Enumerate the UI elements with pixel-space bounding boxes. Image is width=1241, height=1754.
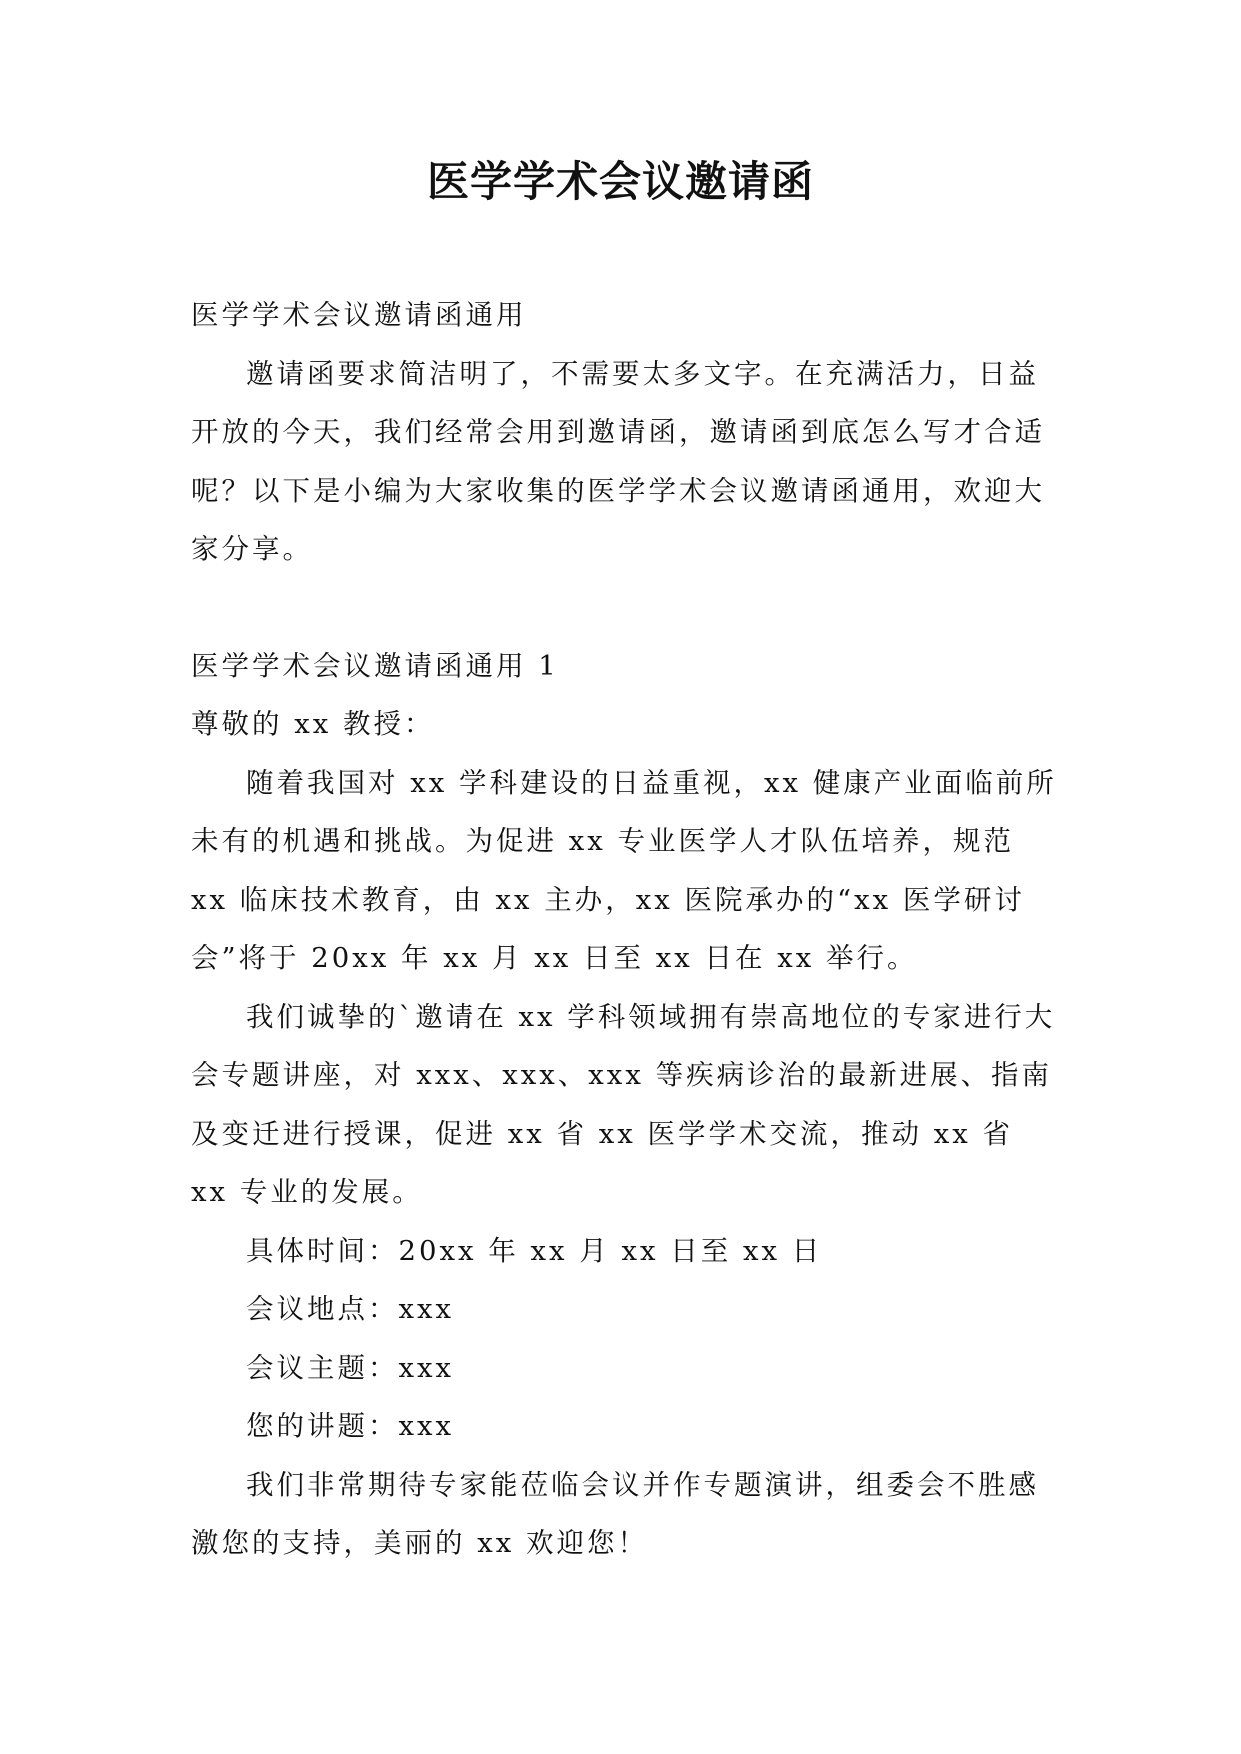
document-body [191, 286, 1061, 1573]
salutation: 尊敬的 xx 教授： [191, 708, 435, 740]
detail-location: 会议地点：xxx [246, 1293, 455, 1325]
detail-theme: 会议主题：xxx [246, 1351, 455, 1384]
section-heading: 医学学术会议邀请函通用 1 [191, 649, 559, 682]
document-title: 医学学术会议邀请函 [426, 157, 814, 206]
closing-paragraph: 我们非常期待专家能莅临会议并作专题演讲，组委会不胜感激您的支持，美丽的 xx 欢迎您！ [191, 1468, 1039, 1559]
body-paragraph-1: 随着我国对 xx 学科建设的日益重视，xx 健康产业面临前所未有的机遇和挑战。为促进 xx 专业医学人才队伍培养，规范 xx 临床技术教育，由 xx 主办，xx 医院承办的“xx 医学研讨会”将于 20xx 年 xx 月 xx 日至 xx 日在 xx 举行。 [191, 766, 1057, 974]
intro-heading: 医学学术会议邀请函通用 [191, 299, 527, 331]
intro-paragraph: 邀请函要求简洁明了，不需要太多文字。在充满活力，日益开放的今天，我们经常会用到邀请函，邀请函到底怎么写才合适呢？以下是小编为大家收集的医学学术会议邀请函通用，欢迎大家分享。 [191, 357, 1045, 565]
detail-topic: 您的讲题：xxx [246, 1410, 455, 1442]
detail-time: 具体时间：20xx 年 xx 月 xx 日至 xx 日 [246, 1234, 823, 1267]
body-paragraph-2: 我们诚挚的`邀请在 xx 学科领域拥有崇高地位的专家进行大会专题讲座，对 xxx、xxx、xxx 等疾病诊治的最新进展、指南及变迁进行授课，促进 xx 省 xx 医学学术交流，推动 xx 省 xx 专业的发展。 [191, 1000, 1056, 1208]
